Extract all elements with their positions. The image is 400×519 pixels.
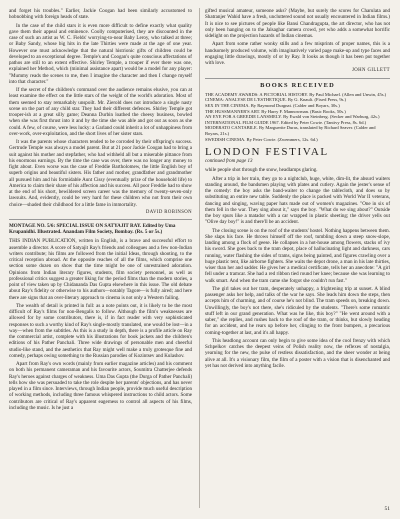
paragraph: After a trip in her train, they go to a nightclub, huge, white, dim-lit, the absurd waiters standing around, the bandsmen playing with plates and cutlery. Again the jester's sense of the comedy: the boy asks the band-waiter to change the tablecloth, and does so by substituting an entire new table. Suddenly the place is packed with World War II veterans, dancing and singing, waving paper hats made out of women's magazines. "One in six of them fell in the war. They sing about it," says the boy. "What do we sing about?" Outside the boy spurs like a matador with a car wrapped in plastic sheeting; the driver yells out "Olive day boy!" is and there'll be an accident.: [205, 175, 390, 226]
paragraph: The wealth of detail is printed in full: as a note points out, it is likely to be the most difficult of Ray's films for non-Bengalis to follow. Although the film's weaknesses are allowed for by some contributors, there is, if in fact reader with very sophisticated responses to such a worthy kind of Ray's single-mostly translated, one would be lost—in a way—when from the subtitles. As this is a study in depth, there is a profile article on Ray the commercial artist, complete with his illustrations for book jackets and the children's editions of his Pather Panchali. Three wide drawings of personable men and cheerful studio-like stand, and the aesthetics that Ray might well make a truly grotesque fine and comedy, perhaps owing something to the Russian parodies of Kozintsev and Kulashov.: [9, 302, 192, 359]
right-column: [205, 8, 390, 371]
section-title: BOOKS RECEIVED: [260, 81, 335, 89]
paragraph: In the case of the child stars it is even more difficult to define exactly what quality gave them their appeal and eminence. Coolly computerised, they are discounted in the case of such an artist as W. C. Fields' worrying-to-near Baby Leroy, who talked at three; or Baby Sandy, whose big hits in the late Thirties were made at the age of one year. However one must acknowledge that the natural histrionic gifts of children could be developed to an exceptional degree. Temple's and Coogan's quite conscious affectations of pathos are still to an extent effective. Shirley Temple, a trouper if ever there was one, explained her Method, which (minimal assistance apart) would be a model for any player: "Mummy reads the scenes to me, then I imagine the character and then I change myself into that character.": [9, 22, 192, 85]
list-item: CINEMA: ANALYSE DE L'ESTHETIQUE. By G. Knault. (Fixed Press, 9s.): [205, 97, 347, 103]
paragraph: while people shot through the snow, headlamps glaring.: [205, 167, 318, 174]
paragraph: and forget his troubles." Earlier, Jackie Coogan had been similarly accustomed to hobnobbing with foreign heads of state.: [9, 8, 192, 21]
article-title: LONDON FESTIVAL: [205, 146, 329, 159]
paragraph: Apart from some rather wonky stills and a few misprints of proper names, this is a handsomely produced volume, with imaginatively varied page make-up and type faces and engaging little drawings, mostly of or by Ray. It looks as though it has been put together with love.: [205, 41, 390, 66]
paragraph: It was the parents whose characters tended to be corroded by their offspring's success. Gertrude Temple was always a model parent. But at 21 poor Jackie Coogan had to bring a suit against his mother and stepfather, who had withheld all but a miserable pittance from his enormous earnings. By the time the case was over, there was no longer any money to fight about. Even worse was the case of Freddie Bartholomew, the little English boy of superb origins and beautiful sisters. His father and mother, grandfather and grandmother all pursued him and his formidable Aunt Cissy (eventually prize of the household life) to America to claim their share of his affection and his success. All poor Freddie had to show at the end of his short, bewildered screen career was the memory of twenty-seven-only lawsuits. And, evidently, could be very hard for these children who not from their own choice—shaded their childhood for a little fame in immortality.: [9, 139, 192, 208]
left-column: [9, 8, 192, 413]
list-item: AN EYE FOR A GREEDIE LANSMELY. By Ewald von Steinberg. (Secker and Warburg, 42s.): [205, 114, 380, 120]
review-heading: MONTAGE NO. 5/6: SPECIAL ISSUE ON SATYAJIT RAY. Edited by Uma Krupanidhi. Illustrated. Anandam Film Society, Bombay. (Rs. 5 or 5s.): [9, 223, 176, 236]
paragraph: gifted musical amateur, someone asks? (Maybe, but surely the scores for Charulata and Shatranjer Wahid have a fresh, uncluttered sound not usually encountered in Indian films.) It is nice to see pictures of people like Bansi Chandragupta, the art director, who has not only been hanging on to the Jalsaghar camera crowd, yet who adds a somewhat horrific sidelight on the projection hazards of Indian cinemas.: [205, 8, 390, 39]
reviewer-signature: JOHN GILLETT: [352, 68, 390, 74]
list-item: SEX IN THE CINEMA. By Raymond Durgnat. (Calder and Boyars, 30s.): [205, 102, 340, 108]
divider: [9, 219, 192, 220]
list-item: SWEDISH CINEMA. By Peter Cowie. (Zwemmers, 12s. 6d.): [205, 136, 318, 142]
column-rule: [199, 8, 200, 508]
paragraph: If the secret of the children's command over the audience remains elusive, you can at least examine the effect on the little stars of the weight of the world's adoration. Most of them seemed to stay remarkably unspoilt. Mr. Zierold does not introduce a single nasty scene on the part of any child star. They had their different defences. Shirley Temple got trooper-ish at a great silly game; Deanna Durbin loathed the cheesy business, bowled when she was first thrust into it and by the time she was able and got out as soon as she could. A few, of course, were less lucky: a Garland could inherit a lot of unhappiness from over-work, over-exploitation, and the short lives of her sister stars.: [9, 87, 192, 137]
list-item: INTERNATIONAL FILM GUIDE 1967. Edited by Peter Cowie. (Tantivy Press, 8s. 6d.): [205, 119, 367, 125]
page-number: 51: [384, 505, 390, 512]
paragraph: Apart from Ray's own words (mainly from earlier magazine articles) and his comment on both his permanent cameraman and his favourite actors, Soumitra Chatterjee defends Ray's heroes against charges of weakness. Uma Das Gupta (the Durga of Pather Panchali) tells how she was persuaded to take the role despite her parents' objections, and has never played in a film since. Interviews, through Indian people, provide much useful description of working methods, including three famous whispered instructions to child actors. Some contributors are critical of Ray's apparent eagerness to control all aspects of his films, including the music. Is he just a: [9, 361, 192, 411]
paragraph: This headlong account can only begin to give some idea of the cool frenzy with which Schpelkov catches the deepest veins of Polish reality now, the reflexes of nostalgia, yearning for the new, the pulse of restless dissatisfaction, and the sheer wonder at being alive at all. It's a visionary film, the film of a poster with a vision that is disenchanted and yet has not derived into anything facile.: [205, 337, 390, 369]
paragraph: The closing scene is on the roof of the students' hostel. Nothing happens between them. She slaps his face. He throws himself off the roof, tumbling down a steep snow-slope, landing among a flock of geese. He collapses in a hot-house among flowers, stacks of ivy his sword. She goes back to the tram depot, place of hallucinating light and darkness, cars running, water flashing the sides of trams, signs being painted, and figures crawling over a huge plastic tent, like airborne fighters. She waits the depot drone, a man in his late thirties, wiser than her and sadder. He gives her a medical certificate, tells her an anecdote: "A girl fell under a tramcar. She had a red ribbon tied round her knee; because she was learning to walk smart. And when the tram came she forgot she couldn't run fast.": [205, 227, 390, 284]
list-item: THE HUSSMANNER'S ART. By Harry F. Mannowman. (Basic Books, 50s.): [205, 108, 346, 114]
paragraph: THIS INDIAN PUBLICATION, written in English, is a brave and successful effort to assemble a director. A score of Satyajit Ray's friends and colleagues and a few non-Indian writers contribute; his films are followed from the initial Ideas, through shooting, to the critical reception abroad. At the opposite reaches of all the films, which comprise one section some dozen on show that the time might be one of unrestrained adoration. Opinions from Indian literary figures, students, film society personnel, as well as professional critics suggest a greater liking for the period films than the modern stories, a point of view taken up by Chidananda Das Gupta elsewhere in this issue. The old debate about Ray's fidelity or otherwise to his authors—notably Tagore—is fully aired; and here there are signs that an over-literary approach to cinema is not only a Western failing.: [9, 238, 192, 301]
list-item: MODERATO CANTABILE. By Marguerite Duras, translated by Richard Seaver. (Calder and Boyars, 21s.): [205, 125, 376, 136]
continued-note: continued from page 13: [205, 159, 253, 165]
divider: [205, 78, 390, 79]
books-received-list: [205, 92, 390, 142]
reviewer-signature: DAVID ROBINSON: [145, 209, 192, 215]
paragraph: The girl takes out her tram, desperately unhappy, a frightening trip at sunset. A blind passenger asks her help, and talks of the war he says. She leads him down the steps, then accepts him of charming, and of course he's not blind. The tram speeds on, breaking down. Unwillingly, the boy's not there, she's ridiculed by the students. "There's some romantic stuff left in our grand generation. What was he like, this boy?" "He went around with a saber," she replies, and rushes back to the roof of the tram, or thinks, but slowly heading for an accident, and he rears up before her, clinging to the front bumpers, a precarious coming-together at last, and it's all happy.: [205, 285, 390, 336]
list-item: THE ACADEMY AWARDS: A PICTORIAL HISTORY. By Paul Michael. (Allen and Unwin, 45s.): [205, 91, 387, 97]
